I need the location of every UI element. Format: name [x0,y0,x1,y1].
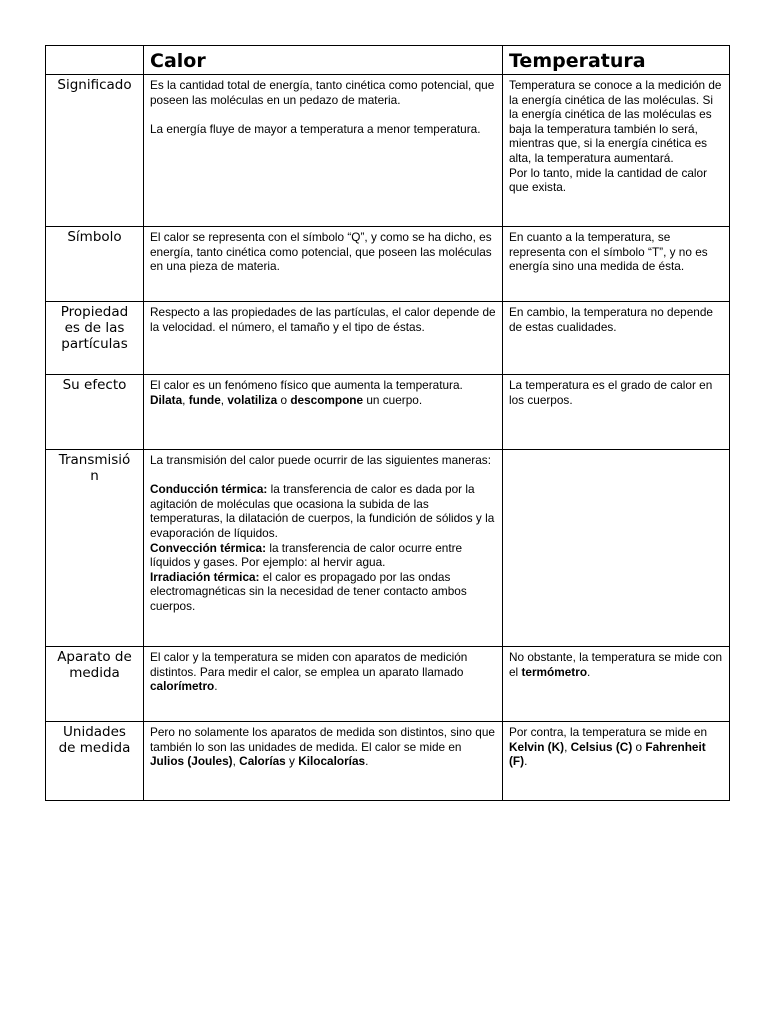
table-row [46,722,730,801]
bold-term: Kelvin (K) [509,739,565,754]
row-label-transmision [46,450,144,647]
table-row [46,75,730,227]
cell-temperatura [503,302,730,375]
table-row [46,227,730,302]
row-label-unidades [46,722,144,801]
paragraph: La transmisión del calor puede ocurrir de las siguientes maneras: [150,453,491,467]
header-empty [46,46,144,75]
label-line: Unidades [63,724,126,740]
text: , [232,754,240,769]
text: el calor es propagado por las ondas electromagnéticas sin la necesidad de tener contacto ambos cuerpos. [150,569,467,613]
row-label-simbolo: Símbolo [46,227,144,302]
label-line: Propiedad [60,304,129,320]
text: , [564,739,571,754]
bold-term: funde [188,392,221,407]
paragraph: La energía fluye de mayor a temperatura a menor temperatura. [150,121,481,136]
label-line: medida [69,665,120,681]
bold-term: Celsius (C) [570,739,633,754]
text: la transferencia de calor ocurre entre líquidos y gases. Por ejemplo: al hervir agua. [150,540,463,570]
table-row [46,375,730,450]
header-row [46,46,730,75]
label-line: Aparato de [57,649,132,665]
header-temperatura: Temperatura [503,46,730,75]
bold-term: Julios (Joules) [150,754,233,769]
paragraph [150,482,496,540]
paragraph [150,541,496,570]
cell-calor [144,302,503,375]
text: . [524,754,528,769]
cell-calor [144,227,503,302]
paragraph: En cambio, la temperatura no depende de estas cualidades. [509,305,713,334]
paragraph [509,650,723,679]
text: , [220,392,228,407]
cell-temperatura [503,227,730,302]
table-row [46,302,730,375]
text: o [277,392,291,407]
text: . [365,754,369,769]
paragraph [150,725,496,769]
label-line: de medida [58,740,131,756]
text: , [182,392,189,407]
cell-temperatura [503,722,730,801]
text: . [214,679,218,694]
bold-term: volatiliza [227,392,278,407]
text: Pero no solamente los aparatos de medida son distintos, sino que también lo son las unidades de medida. El calor se mide en [150,725,495,754]
cell-temperatura [503,375,730,450]
cell-calor [144,75,503,227]
bold-term: descompone [290,392,364,407]
cell-calor [144,722,503,801]
row-label-aparato [46,647,144,722]
text: No obstante, la temperatura se mide con el [509,650,723,679]
cell-calor [144,450,503,647]
row-label-significado: Significado [46,75,144,227]
bold-term: Dilata [150,392,183,407]
bold-term: Irradiación térmica: [150,569,260,584]
bold-term: Convección térmica: [150,540,267,555]
table-row [46,450,730,647]
paragraph: La temperatura es el grado de calor en los cuerpos. [509,378,713,407]
cell-temperatura [503,647,730,722]
paragraph: Es la cantidad total de energía, tanto cinética como potencial, que poseen las moléculas en un pedazo de materia. [150,78,495,107]
cell-calor [144,375,503,450]
paragraph [150,570,496,614]
row-label-propiedades [46,302,144,375]
paragraph: Respecto a las propiedades de las partículas, el calor depende de la velocidad. el número, el tamaño y el tipo de éstas. [150,305,496,334]
header-calor: Calor [144,46,503,75]
text: un cuerpo. [363,392,423,407]
paragraph [150,650,496,694]
table-row [46,647,730,722]
bold-term: Kilocalorías [298,754,366,769]
paragraph: Temperatura se conoce a la medición de la energía cinética de las moléculas. Si la energía cinética de las moléculas es baja la temperatura también lo será, mientras que, si la energía cinética es alta, la temperatura aumentará. [509,78,722,165]
paragraph: En cuanto a la temperatura, se representa con el símbolo “T”, y no es energía sino una medida de ésta. [509,230,708,274]
label-line: Transmisió [58,452,131,468]
text: la transferencia de calor es dada por la agitación de moléculas que ocasiona la subida de las temperaturas, la dilatación de cuerpos, la fundición de sólidos y la evaporación de líquidos. [150,482,495,540]
bold-term: termómetro [521,664,588,679]
label-line: n [90,468,99,484]
cell-calor [144,647,503,722]
bold-term: Calorías [239,754,286,769]
paragraph [509,725,723,769]
bold-term: calorímetro [150,679,215,694]
row-label-su-efecto: Su efecto [46,375,144,450]
text: o [632,739,646,754]
text: El calor es un fenómeno físico que aumenta la temperatura. [150,378,463,392]
text: El calor y la temperatura se miden con aparatos de medición distintos. Para medir el calor, se emplea un aparato llamado [150,650,468,679]
label-line: es de las [64,320,125,336]
cell-temperatura [503,75,730,227]
paragraph: El calor se representa con el símbolo “Q”, y como se ha dicho, es energía, tanto cinética como potencial, que poseen las moléculas en una pieza de materia. [150,230,492,274]
text: Por contra, la temperatura se mide en [509,725,708,739]
text: . [587,664,591,679]
paragraph [150,378,496,407]
bold-term: Fahrenheit (F) [509,739,706,769]
comparison-table [45,45,730,801]
cell-temperatura-empty [503,450,730,647]
label-line: partículas [61,336,128,352]
paragraph: Por lo tanto, mide la cantidad de calor que exista. [509,165,708,195]
bold-term: Conducción térmica: [150,482,268,497]
text: y [285,754,299,769]
